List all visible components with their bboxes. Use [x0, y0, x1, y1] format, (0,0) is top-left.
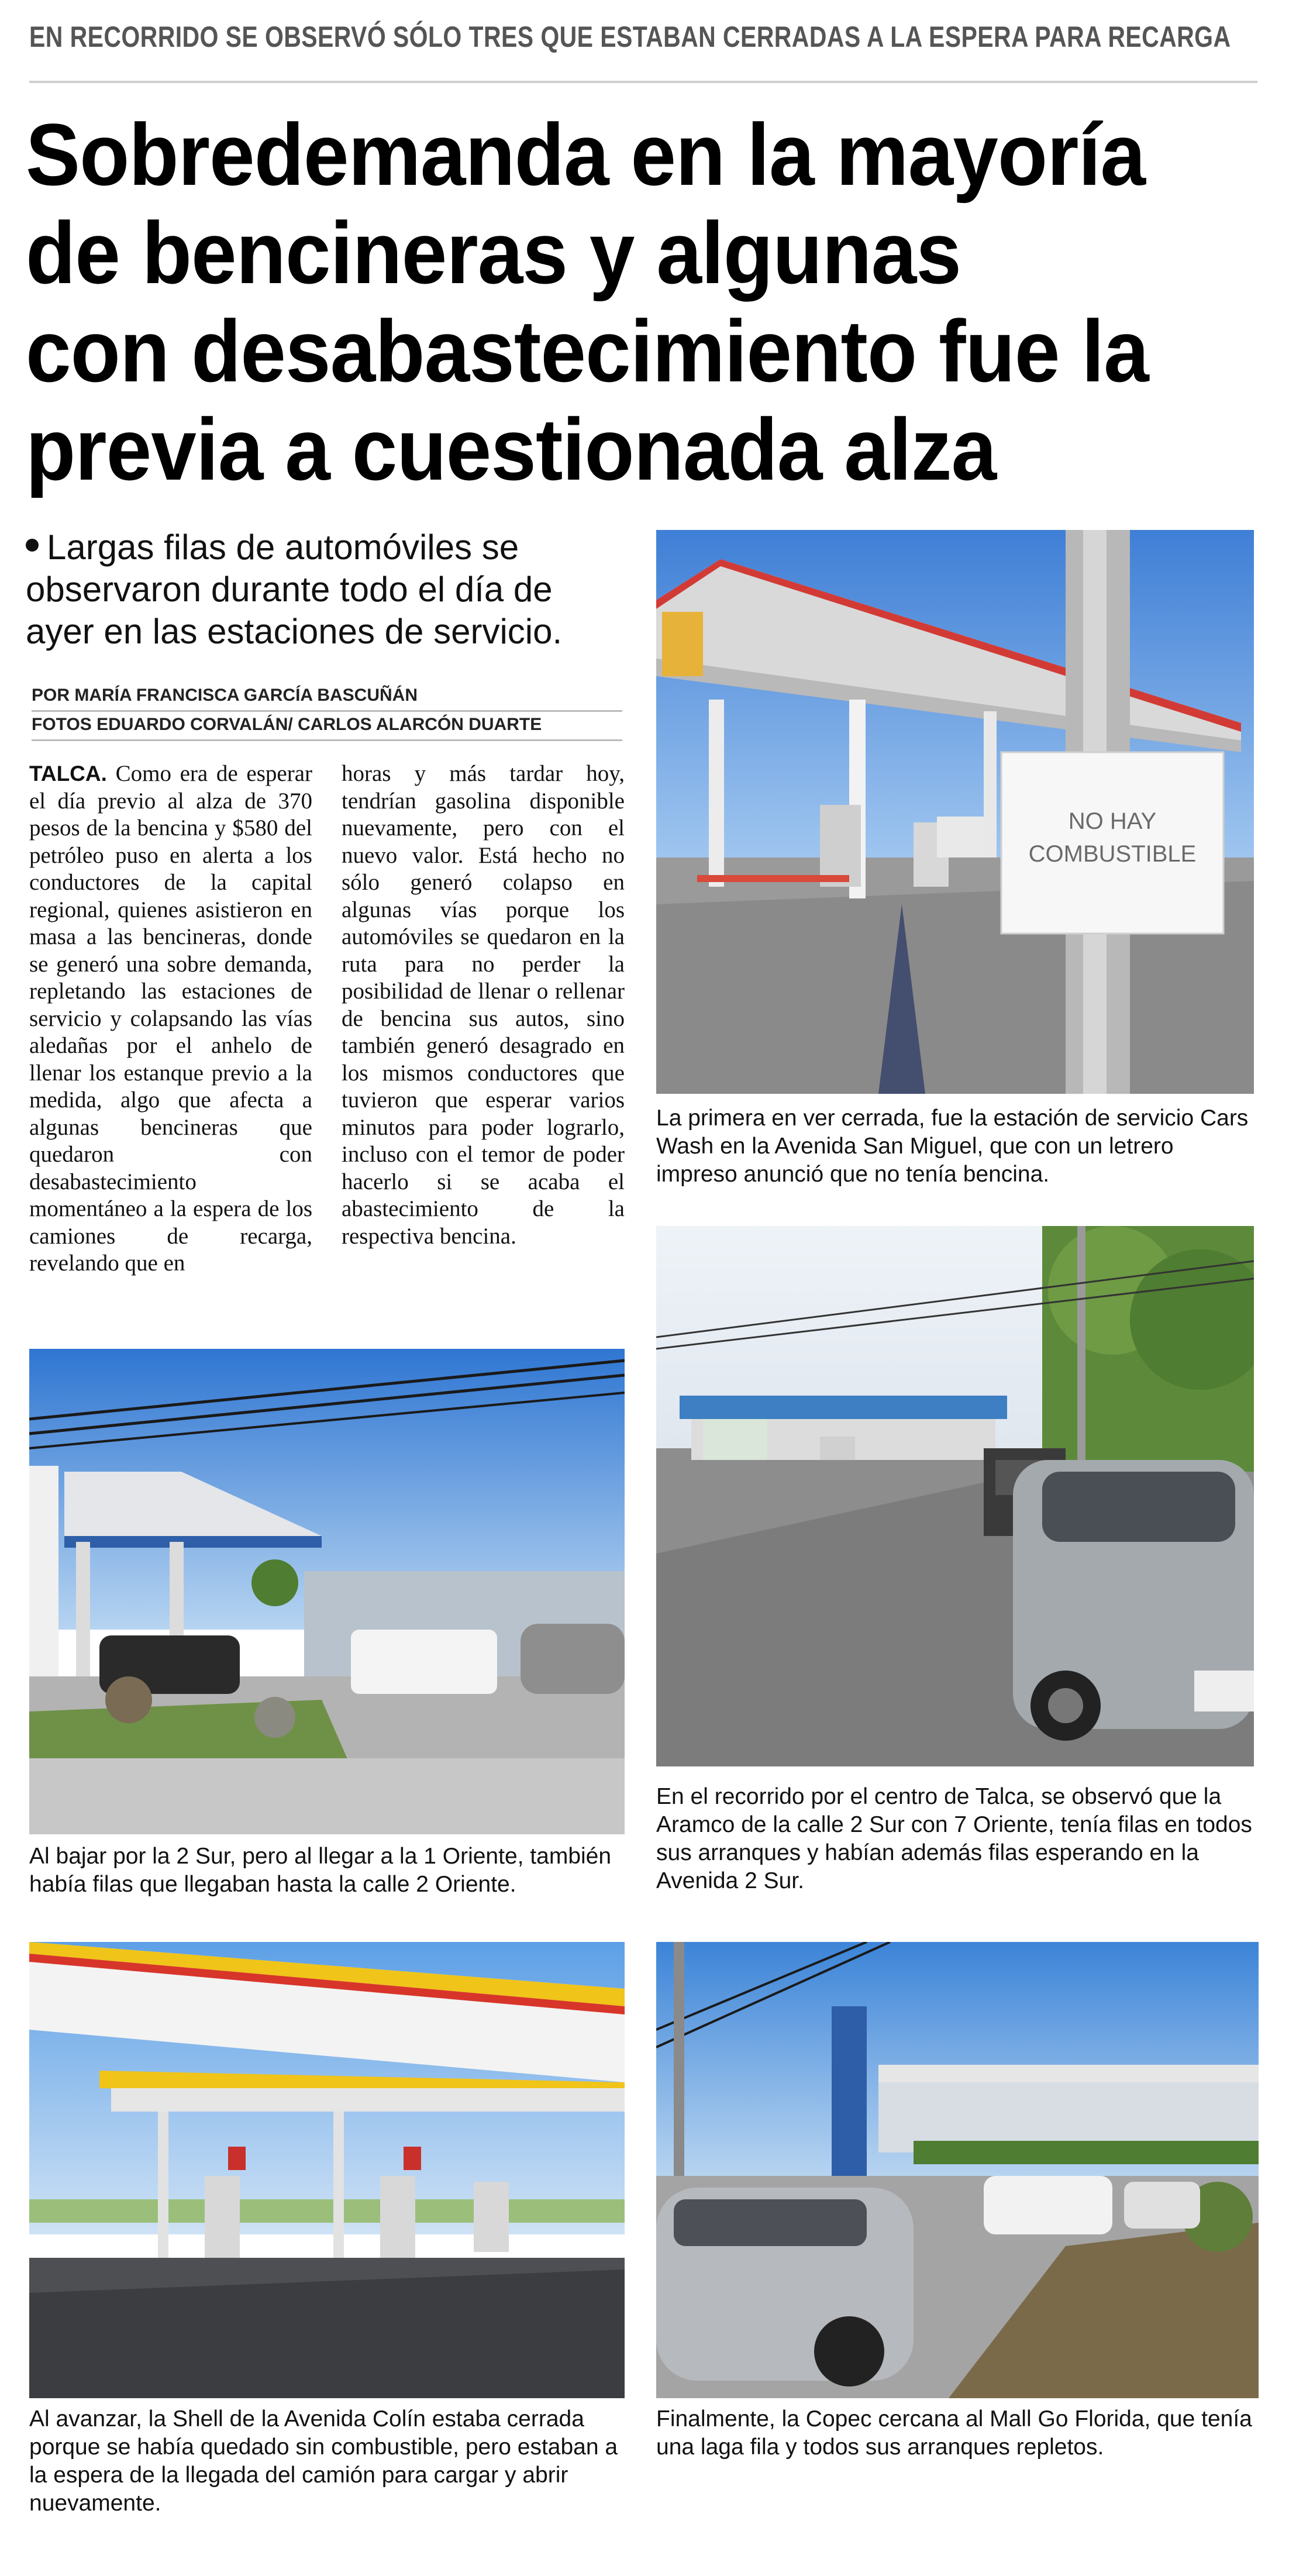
caption-photo-4: Al avanzar, la Shell de la Avenida Colín estaba cerrada porque se había quedado sin combustible, pero estaban a la espera de la llegada del camión para cargar y abrir nuevamente.	[29, 2406, 618, 2516]
caption-photo-2: En el recorrido por el centro de Talca, se observó que la Aramco de la calle 2 Sur con 7 Oriente, tenía filas en todos sus arranques y habían además filas esperando en la Avenida 2 Sur.	[656, 1784, 1252, 1893]
headline-line-1: Sobredemanda en la mayoría	[26, 105, 1146, 204]
kicker: EN RECORRIDO SE OBSERVÓ SÓLO TRES QUE ESTABAN CERRADAS A LA ESPERA PARA RECARGA	[29, 20, 1231, 53]
subtitle-text: Largas filas de automóviles se observaron durante todo el día de ayer en las estaciones de servicio.	[26, 528, 563, 651]
subtitle	[26, 526, 611, 653]
byline-photos: FOTOS EDUARDO CORVALÁN/ CARLOS ALARCÓN DUARTE	[32, 715, 542, 734]
caption-photo-3: Al bajar por la 2 Sur, pero al llegar a la 1 Oriente, también había filas que llegaban hasta la calle 2 Oriente.	[29, 1844, 612, 1897]
byline-divider-2	[32, 739, 622, 741]
body-column-1	[29, 760, 312, 1277]
photo-shell-colin	[29, 1942, 625, 2398]
photo-2-sur-queue	[29, 1349, 625, 1834]
body-column-2: horas y más tardar hoy, tendrían gasolina disponible nuevamente, pero con el nuevo valor. Está hecho no sólo generó colapso en algunas vías porque los automóviles se quedaron en la ruta para no perder la posibilidad de llenar o rellenar de bencina sus autos, sino también generó desagrado en los mismos conductores que tuvieron que esperar varios minutos para poder lograrlo, incluso con el temor de poder hacerlo si se acaba el abastecimiento de la respectiva bencina.	[342, 761, 625, 1249]
body-column-1-text: Como era de esperar el día previo al alza de 370 pesos de la bencina y $580 del petróleo puso en alerta a los conductores de la capital regional, quienes asistieron en masa a las bencineras, donde se generó una sobre demanda, repletando las estaciones de servicio y colapsando las vías aledañas por el anhelo de llenar los estanque previo a la medida, algo que afecta a algunas bencineras que quedaron con desabastecimiento momentáneo a la espera de los camiones de recarga, revelando que en	[29, 761, 312, 1276]
caption-photo-5: Finalmente, la Copec cercana al Mall Go Florida, que tenía una laga fila y todos sus arranques repletos.	[656, 2406, 1252, 2460]
no-fuel-sign-text: NO HAY COMBUSTIBLE	[1028, 808, 1197, 867]
caption-photo-1: La primera en ver cerrada, fue la estación de servicio Cars Wash en la Avenida San Miguel, que con un letrero impreso anunció que no tenía bencina.	[656, 1106, 1249, 1187]
dateline: TALCA.	[29, 762, 107, 786]
headline	[26, 105, 1254, 498]
bullet-icon	[26, 539, 39, 552]
kicker-divider	[29, 81, 1257, 83]
byline-author: POR MARÍA FRANCISCA GARCÍA BASCUÑÁN	[32, 686, 418, 705]
photo-copec-florida	[656, 1942, 1259, 2398]
byline-divider	[32, 710, 622, 712]
headline-line-3: con desabastecimiento fue la	[26, 302, 1149, 400]
headline-line-2: de bencineras y algunas	[26, 204, 961, 302]
headline-line-4: previa a cuestionada alza	[26, 400, 997, 498]
photo-cars-wash-station	[656, 530, 1254, 1094]
photo-aramco-queue	[656, 1226, 1254, 1766]
